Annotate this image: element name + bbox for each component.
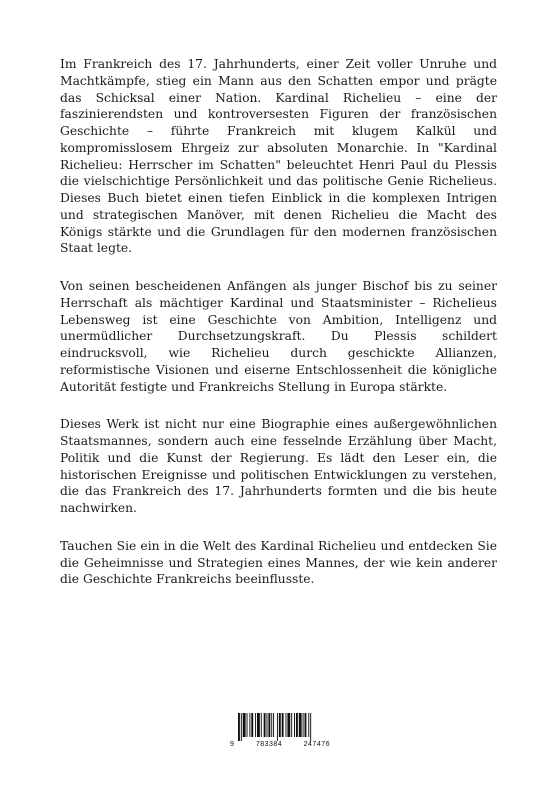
barcode-bar: [291, 713, 292, 737]
isbn-lead-digit: 9: [230, 741, 235, 748]
barcode-bar: [255, 713, 256, 737]
barcode-bar: [241, 713, 242, 741]
barcode-bar: [264, 713, 266, 737]
barcode-bar: [267, 713, 268, 737]
barcode-bar: [279, 713, 281, 737]
barcode-bar: [303, 713, 304, 737]
barcode-bar: [273, 713, 274, 737]
barcode-bar: [310, 713, 311, 741]
isbn-digits: [230, 741, 330, 748]
barcode-bar: [271, 713, 272, 737]
barcode-bar: [243, 713, 246, 737]
barcode-bar: [286, 713, 287, 737]
paragraph-4: Tauchen Sie ein in die Welt des Kardinal Richelieu und entdecken Sie die Geheimnisse und Strategien eines Mannes, der wie kein anderer die Geschichte Frankreichs beeinflusste.: [60, 538, 497, 587]
barcode-bar: [299, 713, 302, 737]
back-cover-text: [60, 56, 497, 609]
barcode-bar: [277, 713, 278, 741]
paragraph-1: Im Frankreich des 17. Jahrhunderts, einer Zeit voller Unruhe und Machtkämpfe, stieg ein Mann aus den Schatten empor und prägte das Schicksal einer Nation. Kardinal Richelieu – eine der faszinierendsten und kontroversesten Figuren der französischen Geschichte – führte Frankreich mit klugem Kalkül und kompromisslosem Ehrgeiz zur absoluten Monarchie. In "Kardinal Richelieu: Herrscher im Schatten" beleuchtet Henri Paul du Plessis die vielschichtige Persönlichkeit und das politische Genie Richelieus. Dieses Buch bietet einen tiefen Einblick in die komplexen Intrigen und strategischen Manöver, mit denen Richelieu die Macht des Königs stärkte und die Grundlagen für den modernen französischen Staat legte.: [60, 57, 497, 256]
paragraph-2: Von seinen bescheidenen Anfängen als junger Bischof bis zu seiner Herrschaft als mächtiger Kardinal und Staatsminister – Richelieus Lebensweg ist eine Geschichte von Ambition, Intelligenz und unermüdlicher Durchsetzungskraft. Du Plessis schildert eindrucksvoll, wie Richelieu durch geschickte Allianzen, reformistische Visionen und eiserne Entschlossenheit die königliche Autorität festigte und Frankreichs Stellung in Europa stärkte.: [60, 279, 497, 394]
barcode-bar: [247, 713, 248, 737]
isbn-group-1: 783384: [255, 741, 283, 748]
barcode-bar: [268, 713, 270, 737]
barcode-bar: [257, 713, 260, 737]
barcode-bar: [238, 713, 240, 741]
barcode-bar: [294, 713, 295, 737]
barcode-bar: [296, 713, 298, 737]
barcode-bar: [305, 713, 307, 737]
barcode-bar: [251, 713, 253, 737]
barcode-bar: [287, 713, 290, 737]
barcode-bars: [230, 713, 330, 741]
isbn-barcode: [230, 713, 330, 753]
barcode-bar: [308, 713, 309, 737]
barcode-bar: [282, 713, 284, 737]
isbn-group-2: 247476: [303, 741, 330, 748]
barcode-bar: [261, 713, 262, 737]
paragraph-3: Dieses Werk ist nicht nur eine Biographie eines außergewöhnlichen Staatsmannes, sondern auch eine fesselnde Erzählung über Macht, Politik und die Kunst der Regierung. Es lädt den Leser ein, die historischen Ereignisse und politischen Entwicklungen zu verstehen, die das Frankreich des 17. Jahrhunderts formten und die bis heute nachwirken.: [60, 417, 497, 515]
barcode-bar: [249, 713, 250, 737]
